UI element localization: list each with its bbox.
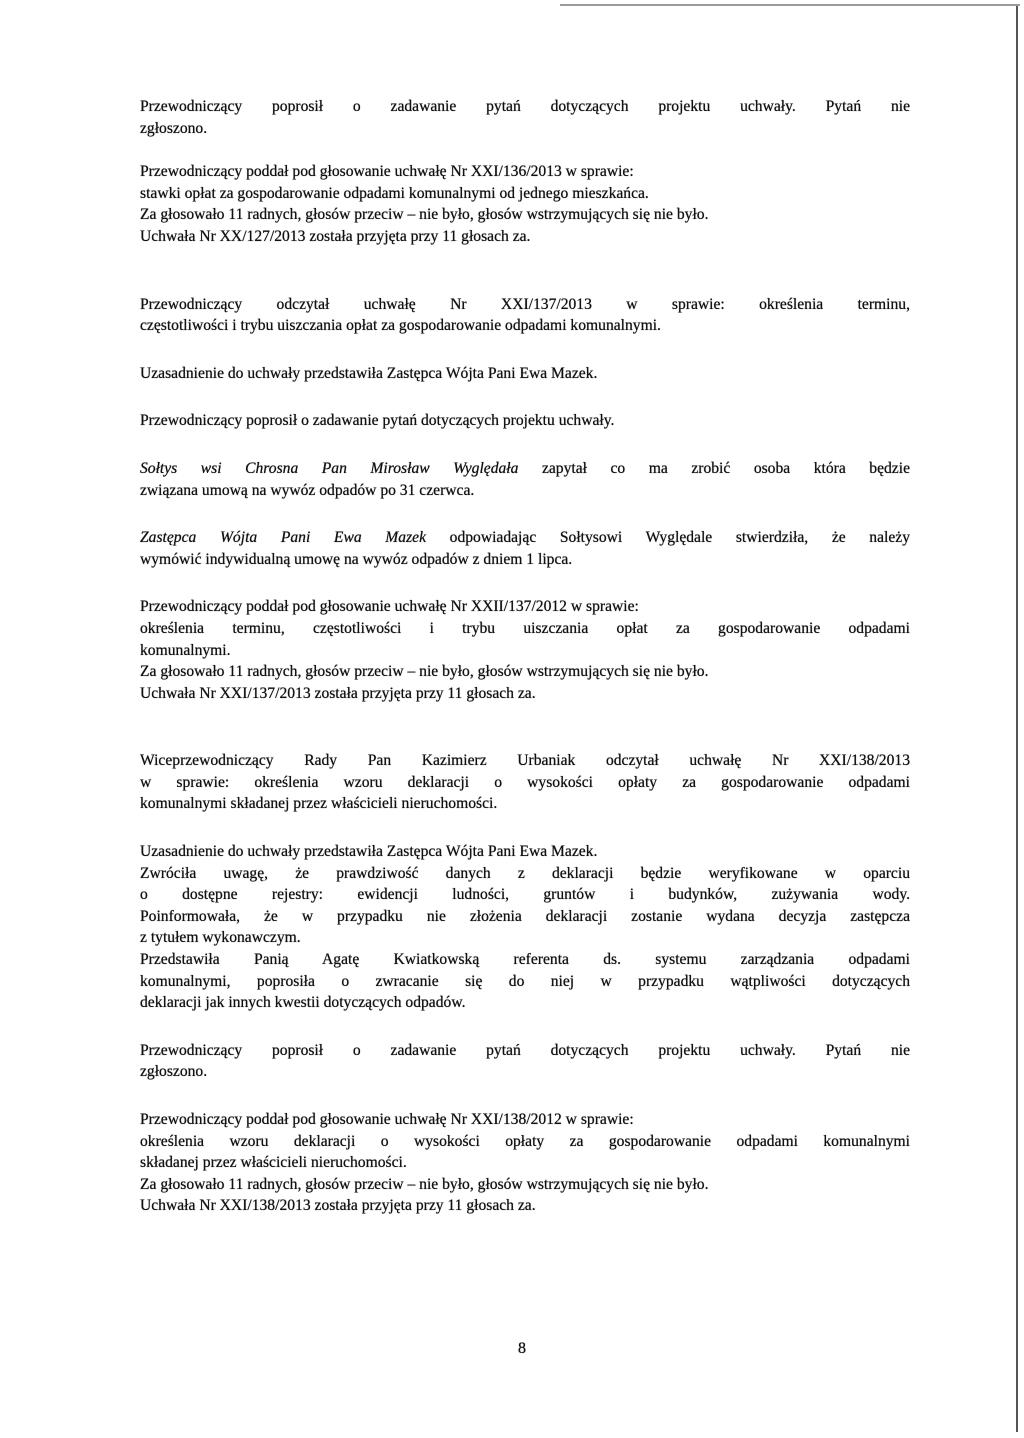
paragraph-questions-2 [140, 410, 910, 432]
text-line: zgłoszono. [140, 119, 208, 137]
text-line: w sprawie: określenia wzoru deklaracji o wysokości opłaty za gospodarowanie odpadami [140, 773, 910, 791]
paragraph-vote-137 [140, 596, 910, 704]
text-line: związana umową na wywóz odpadów po 31 czerwca. [140, 481, 475, 499]
text-line: stawki opłat za gospodarowanie odpadami komunalnymi od jednego mieszkańca. [140, 184, 649, 202]
text-line: Uzasadnienie do uchwały przedstawiła Zastępca Wójta Pani Ewa Mazek. [140, 843, 598, 861]
text-line: Przewodniczący poprosił o zadawanie pytań dotyczących projektu uchwały. [140, 412, 615, 430]
text-run: odpowiadając Sołtysowi Wyględale stwierdziła, że należy [426, 529, 910, 547]
text-line: Uchwała Nr XX/127/2013 została przyjęta przy 11 głosach za. [140, 227, 531, 245]
text-line: Uchwała Nr XXI/137/2013 została przyjęta przy 11 głosach za. [140, 684, 536, 702]
text-line: określenia wzoru deklaracji o wysokości opłaty za gospodarowanie odpadami komunalnymi [140, 1132, 910, 1150]
text-line: Zwróciła uwagę, że prawdziwość danych z deklaracji będzie weryfikowane w oparciu [140, 864, 910, 882]
text-line: Za głosowało 11 radnych, głosów przeciw – nie było, głosów wstrzymujących się nie było. [140, 206, 709, 224]
paragraph-justification-137 [140, 363, 910, 385]
paragraph-vote-136 [140, 161, 910, 247]
text-line: Przewodniczący poddał pod głosowanie uchwałę Nr XXI/136/2013 w sprawie: [140, 163, 634, 181]
text-line: deklaracji jak innych kwestii dotyczących odpadów. [140, 994, 466, 1012]
text-line: wymówić indywidualną umowę na wywóz odpadów z dniem 1 lipca. [140, 550, 573, 568]
paragraph-vote-138 [140, 1109, 910, 1217]
paragraph-justification-138 [140, 841, 910, 1014]
text-line [140, 527, 910, 549]
text-line: Uzasadnienie do uchwały przedstawiła Zastępca Wójta Pani Ewa Mazek. [140, 364, 598, 382]
text-line: Wiceprzewodniczący Rady Pan Kazimierz Urbaniak odczytał uchwałę Nr XXI/138/2013 [140, 752, 910, 770]
scan-edge-top [560, 4, 1020, 6]
text-line: Przewodniczący poddał pod głosowanie uchwałę Nr XXI/138/2012 w sprawie: [140, 1111, 634, 1128]
text-line: Przewodniczący poprosił o zadawanie pytań dotyczących projektu uchwały. Pytań nie [140, 1041, 910, 1059]
text-line: Za głosowało 11 radnych, głosów przeciw – nie było, głosów wstrzymujących się nie było. [140, 1175, 709, 1193]
paragraph-reading-137 [140, 294, 910, 337]
paragraph-questions-1 [140, 96, 910, 139]
text-line: częstotliwości i trybu uiszczania opłat za gospodarowanie odpadami komunalnymi. [140, 317, 661, 335]
text-line: Przewodniczący poddał pod głosowanie uchwałę Nr XXII/137/2012 w sprawie: [140, 598, 639, 616]
page-number: 8 [518, 1340, 526, 1357]
text-line: zgłoszono. [140, 1063, 208, 1081]
text-line: z tytułem wykonawczym. [140, 929, 301, 947]
speaker-name: Sołtys wsi Chrosna Pan Mirosław Wyględała [140, 459, 519, 477]
document-body [140, 96, 910, 1217]
paragraph-deputy-answer [140, 527, 910, 570]
text-line: określenia terminu, częstotliwości i trybu uiszczania opłat za gospodarowanie odpadami [140, 619, 910, 637]
scan-edge-right [1016, 6, 1018, 1432]
text-line: Za głosowało 11 radnych, głosów przeciw – nie było, głosów wstrzymujących się nie było. [140, 663, 709, 681]
text-line: komunalnymi składanej przez właścicieli nieruchomości. [140, 795, 498, 813]
text-line [140, 458, 910, 480]
text-line: składanej przez właścicieli nieruchomości. [140, 1154, 407, 1172]
text-line: Uchwała Nr XXI/138/2013 została przyjęta przy 11 głosach za. [140, 1197, 536, 1215]
speaker-name: Zastępca Wójta Pani Ewa Mazek [140, 529, 426, 547]
paragraph-soltys-question [140, 458, 910, 501]
text-line: Przewodniczący odczytał uchwałę Nr XXI/137/2013 w sprawie: określenia terminu, [140, 295, 910, 313]
text-line: Przewodniczący poprosił o zadawanie pytań dotyczących projektu uchwały. Pytań nie [140, 98, 910, 115]
paragraph-questions-3 [140, 1040, 910, 1083]
text-line: komunalnymi. [140, 641, 231, 659]
text-line: Poinformowała, że w przypadku nie złożenia deklaracji zostanie wydana decyzja zastępcza [140, 907, 910, 925]
text-line: o dostępne rejestry: ewidencji ludności, gruntów i budynków, zużywania wody. [140, 886, 910, 904]
text-line: komunalnymi, poprosiła o zwracanie się do niej w przypadku wątpliwości dotyczących [140, 972, 910, 990]
text-run: zapytał co ma zrobić osoba która będzie [518, 459, 910, 477]
text-line: Przedstawiła Panią Agatę Kwiatkowską referenta ds. systemu zarządzania odpadami [140, 951, 910, 969]
paragraph-reading-138 [140, 750, 910, 815]
